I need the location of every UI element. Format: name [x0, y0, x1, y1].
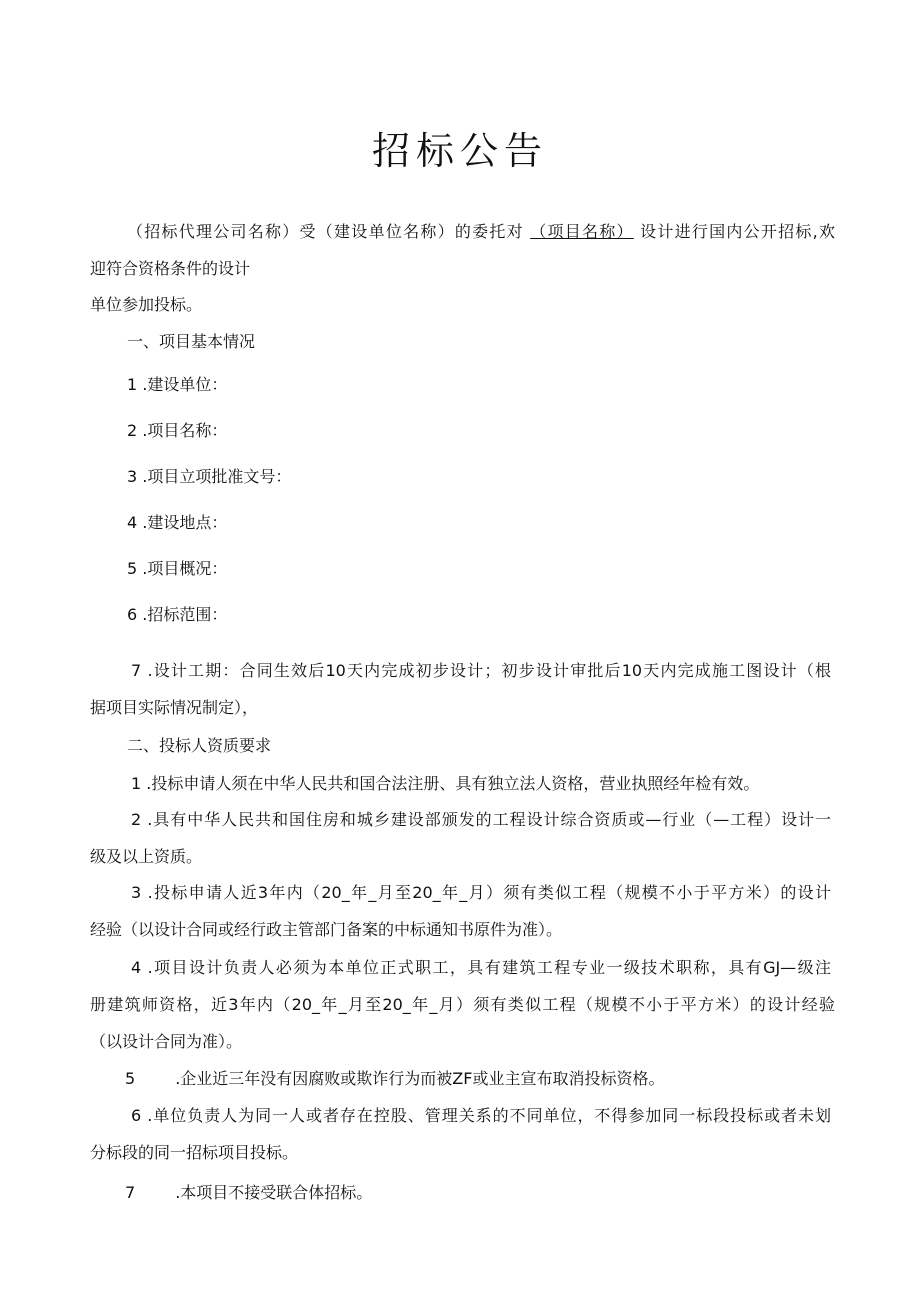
- section1-item-3: [127, 465, 835, 489]
- item-number: 7: [125, 1183, 136, 1202]
- section1-item-4: [127, 511, 835, 535]
- section2-item-2-line-1: [131, 808, 831, 832]
- item-number: 2: [131, 810, 142, 829]
- section2-item-5: [125, 1067, 831, 1091]
- section2-item-2-line-2: 级及以上资质。: [90, 847, 203, 866]
- intro-agency-text: （招标代理公司名称）受（建设单位名称）的委托对: [127, 222, 524, 241]
- item-text: .投标申请人近3年内（20_年_月至20_年_月）须有类似工程（规模不小于平方米）的设计: [147, 883, 831, 902]
- section1-item-2: [127, 419, 835, 443]
- item-text: .建设单位：: [142, 375, 228, 394]
- item-number: 2: [127, 421, 138, 440]
- intro-project-name: （项目名称）: [530, 222, 634, 241]
- item-text: .本项目不接受联合体招标。: [175, 1183, 373, 1202]
- item-number: 3: [131, 883, 142, 902]
- item-text: .招标范围：: [142, 605, 228, 624]
- item-number: 6: [127, 605, 138, 624]
- item-number: 7: [131, 661, 142, 680]
- item-text: .项目设计负责人必须为本单位正式职工，具有建筑工程专业一级技术职称，具有GJ—级注: [147, 958, 831, 977]
- section1-item-7-line-2: 据项目实际情况制定），: [90, 698, 259, 717]
- page-title: 招标公告: [371, 129, 548, 173]
- section1-heading: 一、项目基本情况: [127, 332, 256, 351]
- item-text: .企业近三年没有因腐败或欺诈行为而被ZF或业主宣布取消投标资格。: [175, 1069, 665, 1088]
- intro-line-3: 单位参加投标。: [90, 295, 203, 314]
- section2-item-4-line-2: 册建筑师资格，近3年内（20_年_月至20_年_月）须有类似工程（规模不小于平方米）的设计经验: [90, 995, 835, 1014]
- section2-item-7: [125, 1181, 831, 1205]
- intro-line-2: 迎符合资格条件的设计: [90, 259, 251, 278]
- item-text: .单位负责人为同一人或者存在控股、管理关系的不同单位，不得参加同一标段投标或者未划: [147, 1106, 831, 1125]
- item-number: 5: [127, 559, 138, 578]
- section2-heading: 二、投标人资质要求: [127, 736, 272, 755]
- item-number: 5: [125, 1069, 136, 1088]
- intro-tail-text: 设计进行国内公开招标,欢: [640, 222, 835, 241]
- item-text: .项目名称：: [142, 421, 228, 440]
- item-number: 4: [127, 513, 138, 532]
- section2-item-6-line-1: [131, 1104, 831, 1128]
- item-number: 4: [131, 958, 142, 977]
- item-text: .建设地点：: [142, 513, 228, 532]
- intro-line-1: [127, 220, 835, 244]
- item-text: .设计工期：合同生效后10天内完成初步设计；初步设计审批后10天内完成施工图设计（根: [147, 661, 831, 680]
- item-number: 1: [131, 774, 142, 793]
- section2-item-1: [131, 772, 831, 796]
- item-text: .项目概况：: [142, 559, 228, 578]
- section2-item-3-line-1: [131, 881, 831, 905]
- item-text: .投标申请人须在中华人民共和国合法注册、具有独立法人资格，营业执照经年检有效。: [146, 774, 760, 793]
- section1-item-7-line-1: [131, 659, 831, 683]
- section2-item-6-line-2: 分标段的同一招标项目投标。: [90, 1143, 299, 1162]
- section2-item-4-line-3: （以设计合同为准）。: [90, 1032, 243, 1051]
- section2-item-4-line-1: [131, 956, 831, 980]
- item-number: 6: [131, 1106, 142, 1125]
- section1-item-6: [127, 603, 835, 627]
- section2-item-3-line-2: 经验（以设计合同或经行政主管部门备案的中标通知书原件为准）。: [90, 920, 563, 939]
- section1-item-5: [127, 557, 835, 581]
- item-text: .具有中华人民共和国住房和城乡建设部颁发的工程设计综合资质或—行业（—工程）设计一: [147, 810, 831, 829]
- item-text: .项目立项批准文号：: [142, 467, 292, 486]
- item-number: 3: [127, 467, 138, 486]
- section1-item-1: [127, 373, 835, 397]
- item-number: 1: [127, 375, 138, 394]
